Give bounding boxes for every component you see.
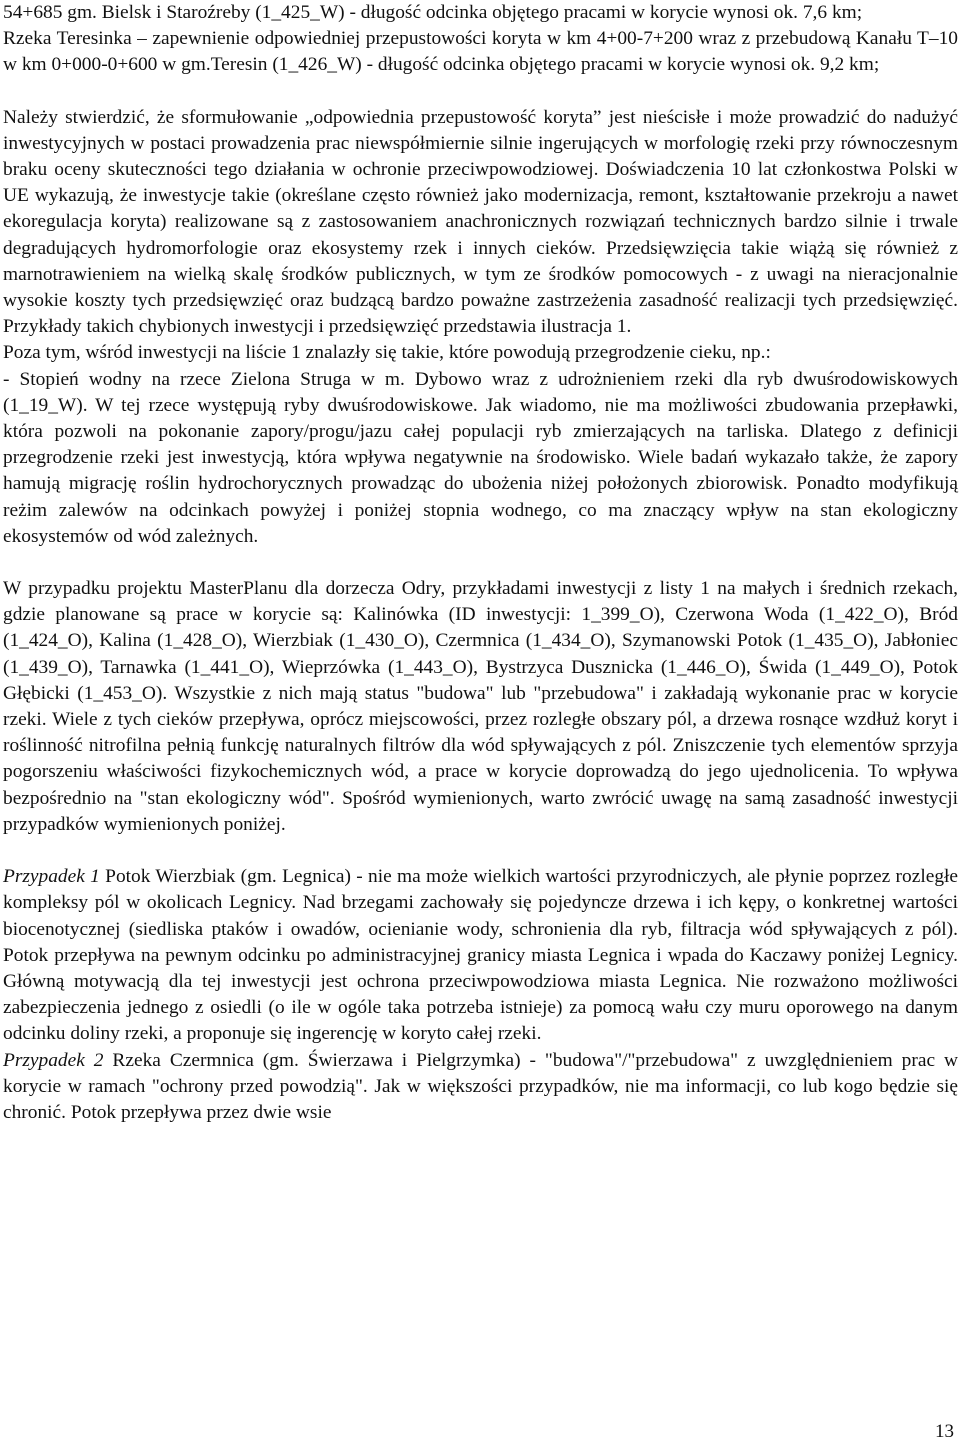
case-1-label: Przypadek 1 — [3, 866, 100, 888]
paragraph-masterplan-odra: W przypadku projektu MasterPlanu dla dorzecza Odry, przykładami inwestycji z listy 1 na małych i średnich rzekach, gdzie planowane są prace w korycie są: Kalinówka (ID inwestycji: 1_399_O), Czerwona Woda (1_422_O), Bród (1_424_O), Kalina (1_428_O), Wierzbiak (1_430_O), Czermnica (1_434_O), Szymanowski Potok (1_435_O), Jabłoniec (1_439_O), Tarnawka (1_441_O), Wieprzówka (1_443_O), Bystrzyca Dusznicka (1_446_O), Świda (1_449_O), Potok Głębicki (1_453_O). Wszystkie z nich mają status "budowa" lub "przebudowa" i zakładają wykonanie prac w korycie rzeki. Wiele z tych cieków przepływa, oprócz miejscowości, przez rozległe obszary pól, a drzewa rosnące wzdłuż koryt i roślinność nitrofilna pełnią funkcję naturalnych filtrów dla wód spływających z pól. Zniszczenie tych elementów sprzyja pogorszeniu właściwości fizykochemicznych wód, a prace w korycie doprowadzą do jego ujednolicenia. To wpływa bezpośrednio na "stan ekologiczny wód". Spośród wymienionych, warto zwrócić uwagę na samą zasadność inwestycji przypadków wymienionych poniżej. — [3, 578, 958, 835]
case-2-text: Rzeka Czermnica (gm. Świerzawa i Pielgrzymka) - "budowa"/"przebudowa" z uwzględnieniem prac w korycie w ramach "ochrony przed powodzią". Jak w większości przypadków, nie ma informacji, co lub kogo będzie się chronić. Potok przepływa przez dwie wsie — [3, 1049, 958, 1123]
paragraph-bielsk: 54+685 gm. Bielsk i Staroźreby (1_425_W) - długość odcinka objętego pracami w korycie wynosi ok. 7,6 km; — [3, 2, 863, 23]
paragraph-list-intro: Poza tym, wśród inwestycji na liście 1 znalazły się takie, które powodują przegrodzenie cieku, np.: — [3, 342, 771, 364]
spacer — [3, 79, 958, 105]
page-number: 13 — [935, 1421, 954, 1442]
document-page — [3, 0, 958, 1126]
spacer — [3, 838, 958, 864]
paragraph-case-2 — [3, 1048, 958, 1127]
paragraph-zielona-struga: - Stopień wodny na rzece Zielona Struga w m. Dybowo wraz z udrożnieniem rzeki dla ryb dwuśrodowiskowych (1_19_W). W tej rzece występują ryby dwuśrodowiskowe. Jak wiadomo, nie ma możliwości zbudowania przepławki, która pozwoli na pokonanie zapory/progu/jazu całej populacji ryb zmierzających na tarliska. Dlatego z definicji przegrodzenie rzeki jest inwestycją, która wpływa negatywnie na środowisko. Wiele badań wykazało także, że zapory hamują migrację roślin hydrochorycznych prowadząc do ubożenia niżej położonych zbiorowisk. Ponadto modyfikują reżim zalewów na odcinkach powyżej i poniżej stopnia wodnego, co ma znaczący wpływ na stan ekologiczny ekosystemów od wód zależnych. — [3, 368, 958, 547]
spacer — [3, 550, 958, 576]
case-1-text: Potok Wierzbiak (gm. Legnica) - nie ma może wielkich wartości przyrodniczych, ale płynie poprzez rozległe kompleksy pól w okolicach Legnicy. Nad brzegami zachowały się pojedyncze drzewa i ich kępy, o konkretnej wartości biocenotycznej (siedliska ptaków i owadów, ocienianie wody, schronienia dla ryb, filtracja wód spływających z pól). Potok przepływa na pewnym odcinku po administracyjnej granicy miasta Legnica i wpada do Kaczawy poniżej Legnicy. Główną motywacją dla tej inwestycji jest ochrona przeciwpowodziowa miasta Legnica. Nie rozważono możliwości zabezpieczenia jednego z osiedli (o ile w ogóle taka potrzeba istnieje) za pomocą wału czy muru oporowego na danym odcinku doliny rzeki, a proponuje się ingerencję w koryto całej rzeki. — [3, 866, 959, 1045]
case-2-label: Przypadek 2 — [3, 1049, 104, 1071]
paragraph-teresinka: Rzeka Teresinka – zapewnienie odpowiedniej przepustowości koryta w km 4+00-7+200 wraz z przebudową Kanału T–10 w km 0+000-0+600 w gm.Teresin (1_426_W) - długość odcinka objętego pracami w korycie wynosi ok. 9,2 km; — [3, 28, 958, 76]
paragraph-case-1 — [3, 864, 958, 1047]
paragraph-assessment: Należy stwierdzić, że sformułowanie „odpowiednia przepustowość koryta” jest nieścisłe i może prowadzić do nadużyć inwestycyjnych w postaci prowadzenia prac niewspółmiernie silnie ingerujących w morfologię rzeki przy równoczesnym braku oceny skuteczności tego działania w ochronie przeciwpowodziowej. Doświadczenia 10 lat członkostwa Polski w UE wykazują, że inwestycje takie (określane często również jako modernizacja, remont, kształtowanie przekroju a nawet ekoregulacja koryta) realizowane są z zastosowaniem anachronicznych rozwiązań technicznych bardzo silnie i trwale degradujących hydromorfologie oraz ekosystemy rzek i innych cieków. Przedsięwzięcia takie wiążą się również z marnotrawieniem na wielką skalę środków publicznych, w tym ze środków pomocowych - z uwagi na nieracjonalnie wysokie koszty tych przedsięwzięć oraz budzącą bardzo poważne zastrzeżenia zasadność realizacji tych przedsięwzięć. Przykłady takich chybionych inwestycji i przedsięwzięć przedstawia ilustracja 1. — [3, 106, 958, 338]
